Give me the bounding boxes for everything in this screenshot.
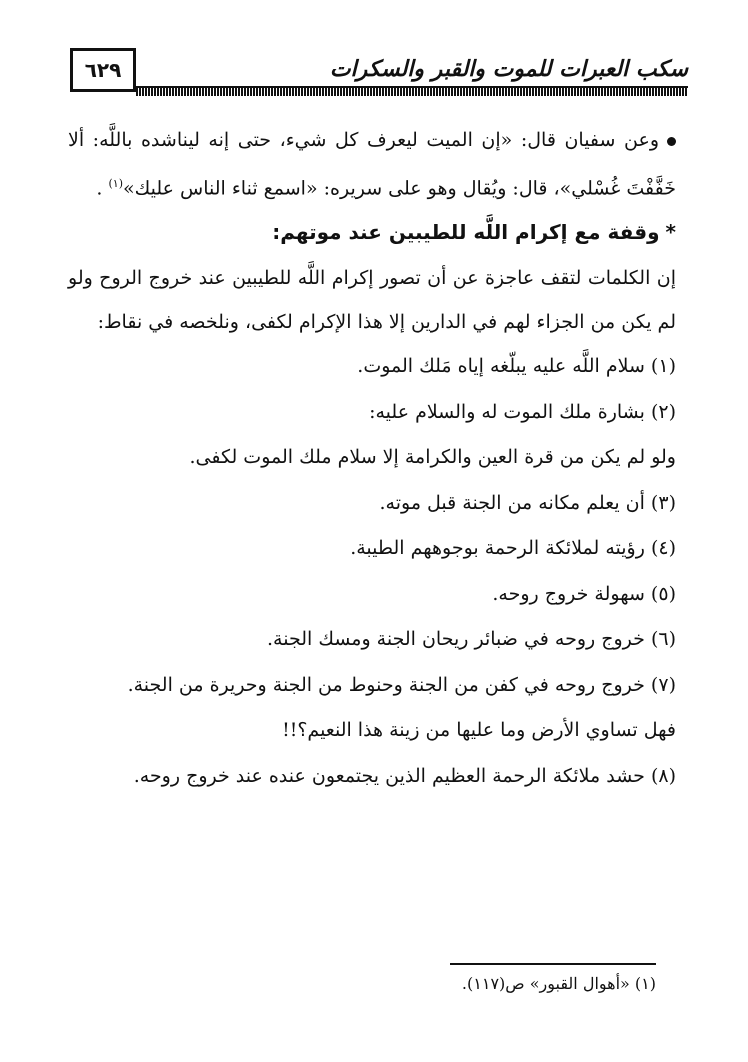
page-body bbox=[68, 118, 676, 799]
footnote-separator bbox=[450, 963, 656, 965]
star-icon: * bbox=[665, 220, 676, 245]
list-item: (٧) خروج روحه في كفن من الجنة وحنوط من الجنة وحريرة من الجنة. bbox=[127, 673, 676, 696]
header-rule-pattern bbox=[136, 88, 688, 96]
intro-text: وعن سفيان قال: «إن الميت ليعرف كل شيء، حتى إنه ليناشده باللَّه: ألا خَفَّفْتَ غُسْلي»، قال: ويُقال وهو على سريره: «اسمع ثناء الناس عليك» bbox=[68, 129, 676, 200]
footnote: (١) «أهوال القبور» ص(١١٧). bbox=[461, 974, 656, 993]
bullet-icon bbox=[667, 137, 676, 146]
list-item: (٦) خروج روحه في ضبائر ريحان الجنة ومسك الجنة. bbox=[267, 628, 676, 651]
intro-paragraph bbox=[68, 118, 676, 210]
footnote-reference[interactable]: (١) bbox=[108, 177, 123, 190]
list-item: (٢) بشارة ملك الموت له والسلام عليه: bbox=[369, 400, 676, 423]
list-item: ولو لم يكن من قرة العين والكرامة إلا سلام ملك الموت لكفى. bbox=[189, 446, 676, 469]
list-item: (٣) أن يعلم مكانه من الجنة قبل موته. bbox=[379, 491, 676, 514]
intro-ending: . bbox=[96, 177, 109, 200]
list-item: (٤) رؤيته لملائكة الرحمة بوجوههم الطيبة. bbox=[350, 537, 676, 560]
list-item: فهل تساوي الأرض وما عليها من زينة هذا النعيم؟!! bbox=[282, 719, 676, 742]
section-heading-text: وقفة مع إكرام اللَّه للطيبين عند موتهم: bbox=[272, 220, 660, 245]
running-header-title: سكب العبرات للموت والقبر والسكرات bbox=[329, 57, 688, 82]
list-item: (٥) سهولة خروج روحه. bbox=[492, 582, 676, 605]
page-number: ٦٢٩ bbox=[70, 48, 136, 92]
section-paragraph: إن الكلمات لتقف عاجزة عن أن تصور إكرام اللَّه للطيبين عند خروج الروح ولو لم يكن من الجزاء لهم في الدارين إلا هذا الإكرام لكفى، ونلخصه في نقاط: bbox=[68, 267, 676, 334]
section-heading bbox=[68, 212, 676, 252]
list-item: (١) سلام اللَّه عليه يبلّغه إياه مَلك الموت. bbox=[357, 355, 676, 378]
list-item: (٨) حشد ملائكة الرحمة العظيم الذين يجتمعون عنده عند خروج روحه. bbox=[133, 764, 676, 787]
